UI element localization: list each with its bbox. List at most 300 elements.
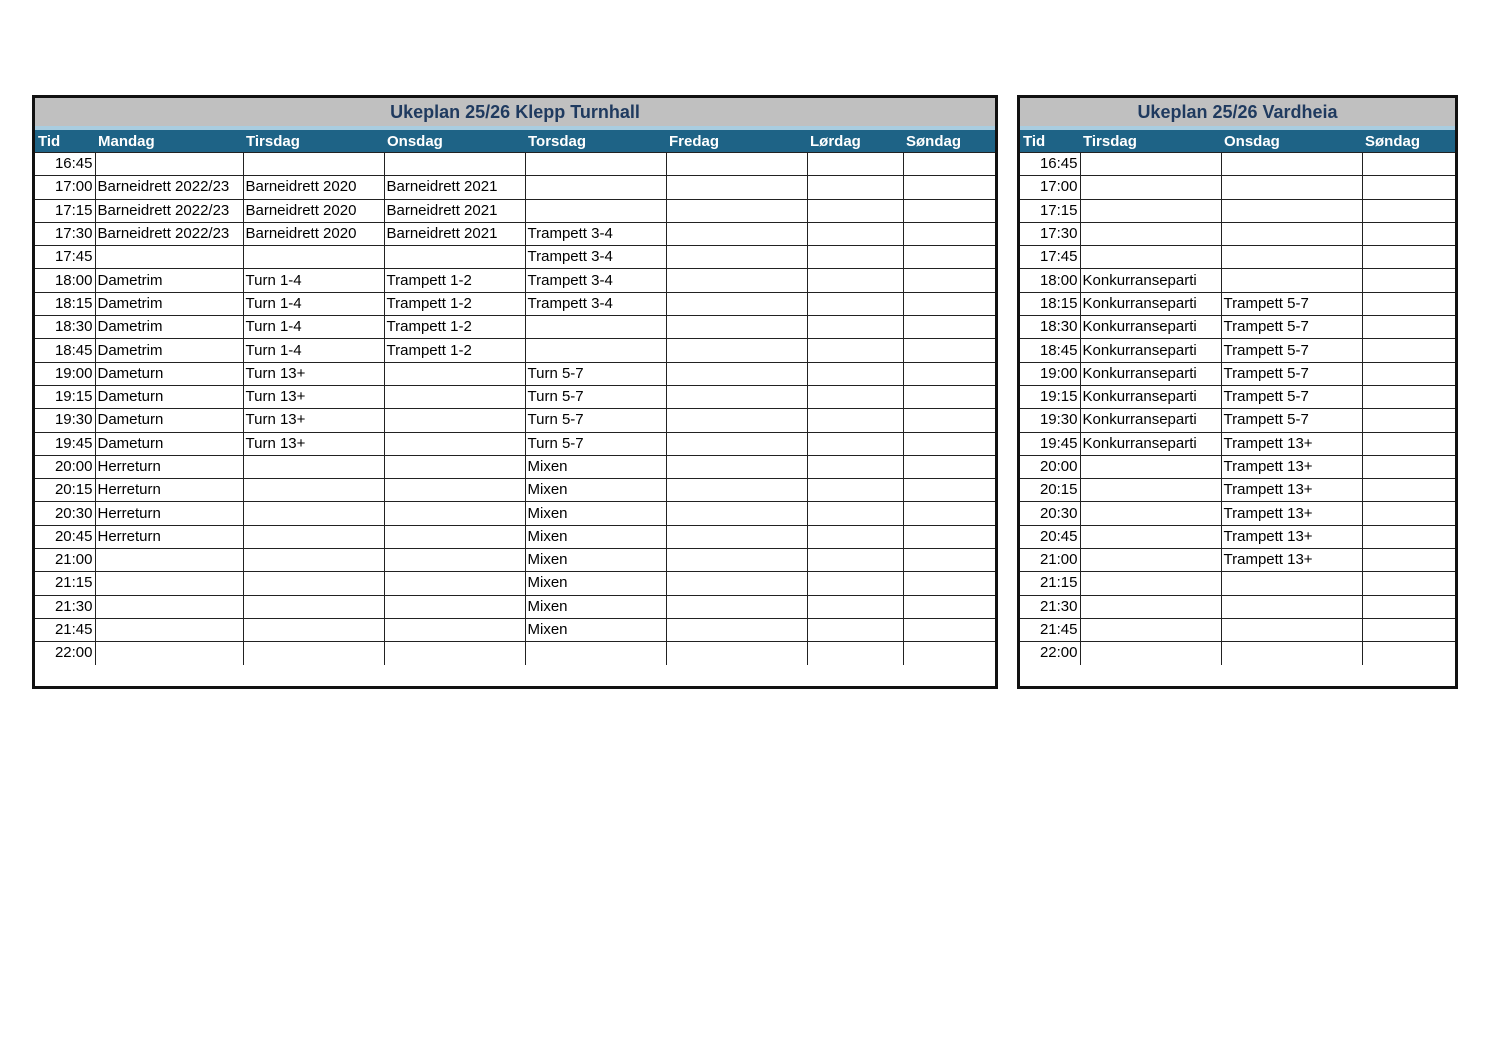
klepp-table-row (35, 549, 995, 572)
vardheia-time-cell: 20:45 (1020, 525, 1080, 548)
vardheia-time-cell: 16:45 (1020, 153, 1080, 176)
klepp-activity-cell (666, 292, 807, 315)
vardheia-activity-cell: Trampett 13+ (1221, 455, 1362, 478)
vardheia-activity-cell: Konkurranseparti (1080, 269, 1221, 292)
klepp-activity-cell: Turn 1-4 (243, 339, 384, 362)
klepp-activity-cell: Turn 13+ (243, 409, 384, 432)
klepp-table-row (35, 269, 995, 292)
klepp-activity-cell (384, 479, 525, 502)
klepp-activity-cell (903, 385, 995, 408)
klepp-activity-cell: Mixen (525, 572, 666, 595)
klepp-activity-cell (95, 642, 243, 665)
klepp-activity-cell (903, 479, 995, 502)
vardheia-col-header: Tid (1020, 130, 1080, 153)
vardheia-activity-cell (1362, 525, 1455, 548)
klepp-activity-cell (525, 642, 666, 665)
klepp-activity-cell: Mixen (525, 502, 666, 525)
vardheia-activity-cell (1362, 455, 1455, 478)
klepp-table-row (35, 525, 995, 548)
vardheia-table-row (1020, 455, 1455, 478)
klepp-table-row (35, 409, 995, 432)
klepp-activity-cell (666, 362, 807, 385)
vardheia-activity-cell: Trampett 5-7 (1221, 316, 1362, 339)
klepp-activity-cell (903, 153, 995, 176)
vardheia-activity-cell (1080, 479, 1221, 502)
klepp-activity-cell (666, 572, 807, 595)
klepp-table (35, 130, 995, 665)
klepp-activity-cell (384, 618, 525, 641)
vardheia-activity-cell (1080, 199, 1221, 222)
vardheia-time-cell: 19:30 (1020, 409, 1080, 432)
vardheia-activity-cell (1362, 502, 1455, 525)
vardheia-activity-cell: Trampett 13+ (1221, 432, 1362, 455)
klepp-col-header: Lørdag (807, 130, 903, 153)
klepp-time-cell: 20:00 (35, 455, 95, 478)
klepp-activity-cell (807, 432, 903, 455)
vardheia-table-row (1020, 199, 1455, 222)
klepp-activity-cell (666, 385, 807, 408)
klepp-activity-cell (807, 549, 903, 572)
klepp-activity-cell: Herreturn (95, 525, 243, 548)
klepp-activity-cell (666, 199, 807, 222)
klepp-activity-cell (807, 502, 903, 525)
klepp-activity-cell (384, 362, 525, 385)
vardheia-body (1020, 153, 1455, 665)
vardheia-activity-cell (1362, 642, 1455, 665)
klepp-activity-cell: Barneidrett 2020 (243, 199, 384, 222)
vardheia-activity-cell (1362, 618, 1455, 641)
klepp-col-header: Onsdag (384, 130, 525, 153)
klepp-activity-cell: Barneidrett 2020 (243, 222, 384, 245)
vardheia-activity-cell (1362, 595, 1455, 618)
klepp-activity-cell: Turn 1-4 (243, 292, 384, 315)
klepp-activity-cell (807, 525, 903, 548)
vardheia-activity-cell (1080, 222, 1221, 245)
klepp-activity-cell: Barneidrett 2022/23 (95, 222, 243, 245)
klepp-activity-cell (807, 246, 903, 269)
klepp-activity-cell: Turn 1-4 (243, 269, 384, 292)
klepp-activity-cell (807, 269, 903, 292)
vardheia-activity-cell: Trampett 5-7 (1221, 339, 1362, 362)
vardheia-time-cell: 18:30 (1020, 316, 1080, 339)
vardheia-time-cell: 21:45 (1020, 618, 1080, 641)
vardheia-activity-cell (1221, 269, 1362, 292)
klepp-activity-cell (384, 549, 525, 572)
vardheia-time-cell: 17:15 (1020, 199, 1080, 222)
klepp-activity-cell: Mixen (525, 595, 666, 618)
klepp-activity-cell (903, 316, 995, 339)
klepp-activity-cell (903, 572, 995, 595)
vardheia-activity-cell: Konkurranseparti (1080, 409, 1221, 432)
klepp-activity-cell (95, 549, 243, 572)
klepp-activity-cell (807, 455, 903, 478)
klepp-col-header: Torsdag (525, 130, 666, 153)
klepp-activity-cell (243, 642, 384, 665)
klepp-activity-cell (243, 549, 384, 572)
klepp-activity-cell (666, 479, 807, 502)
vardheia-activity-cell: Trampett 13+ (1221, 549, 1362, 572)
vardheia-activity-cell: Trampett 5-7 (1221, 409, 1362, 432)
vardheia-activity-cell (1221, 246, 1362, 269)
klepp-activity-cell: Herreturn (95, 479, 243, 502)
klepp-activity-cell: Trampett 1-2 (384, 339, 525, 362)
vardheia-activity-cell (1080, 595, 1221, 618)
klepp-activity-cell (807, 595, 903, 618)
vardheia-time-cell: 21:30 (1020, 595, 1080, 618)
klepp-activity-cell (807, 479, 903, 502)
klepp-table-row (35, 339, 995, 362)
klepp-activity-cell (807, 362, 903, 385)
klepp-activity-cell: Turn 5-7 (525, 385, 666, 408)
vardheia-activity-cell: Konkurranseparti (1080, 432, 1221, 455)
klepp-schedule (32, 95, 998, 689)
klepp-activity-cell: Turn 5-7 (525, 362, 666, 385)
vardheia-activity-cell: Konkurranseparti (1080, 316, 1221, 339)
klepp-activity-cell (666, 222, 807, 245)
vardheia-table-row (1020, 339, 1455, 362)
klepp-time-cell: 20:45 (35, 525, 95, 548)
klepp-activity-cell (666, 642, 807, 665)
klepp-activity-cell (666, 618, 807, 641)
klepp-activity-cell (243, 153, 384, 176)
klepp-activity-cell (525, 199, 666, 222)
klepp-activity-cell (243, 572, 384, 595)
vardheia-table-row (1020, 246, 1455, 269)
vardheia-activity-cell (1080, 502, 1221, 525)
klepp-time-cell: 18:15 (35, 292, 95, 315)
klepp-activity-cell (95, 153, 243, 176)
klepp-activity-cell: Dameturn (95, 362, 243, 385)
vardheia-table-row (1020, 525, 1455, 548)
klepp-table-row (35, 362, 995, 385)
vardheia-time-cell: 19:15 (1020, 385, 1080, 408)
vardheia-activity-cell (1362, 222, 1455, 245)
klepp-time-cell: 19:45 (35, 432, 95, 455)
klepp-activity-cell (903, 525, 995, 548)
klepp-activity-cell (903, 176, 995, 199)
klepp-activity-cell (903, 642, 995, 665)
klepp-activity-cell (903, 618, 995, 641)
klepp-activity-cell: Dameturn (95, 432, 243, 455)
klepp-activity-cell: Mixen (525, 549, 666, 572)
klepp-activity-cell (903, 339, 995, 362)
vardheia-activity-cell (1080, 153, 1221, 176)
klepp-activity-cell (384, 385, 525, 408)
klepp-time-cell: 18:30 (35, 316, 95, 339)
klepp-activity-cell: Herreturn (95, 502, 243, 525)
klepp-body (35, 153, 995, 665)
vardheia-time-cell: 20:30 (1020, 502, 1080, 525)
klepp-activity-cell (807, 409, 903, 432)
klepp-activity-cell (807, 176, 903, 199)
klepp-activity-cell (243, 455, 384, 478)
klepp-activity-cell (666, 595, 807, 618)
vardheia-activity-cell (1221, 572, 1362, 595)
klepp-table-row (35, 455, 995, 478)
vardheia-table-row (1020, 479, 1455, 502)
klepp-activity-cell (243, 525, 384, 548)
vardheia-activity-cell (1080, 618, 1221, 641)
vardheia-activity-cell (1221, 153, 1362, 176)
klepp-table-row (35, 502, 995, 525)
vardheia-activity-cell (1362, 362, 1455, 385)
vardheia-col-header: Onsdag (1221, 130, 1362, 153)
klepp-table-row (35, 618, 995, 641)
klepp-activity-cell (666, 316, 807, 339)
klepp-table-row (35, 572, 995, 595)
vardheia-activity-cell: Trampett 5-7 (1221, 385, 1362, 408)
klepp-activity-cell: Trampett 1-2 (384, 292, 525, 315)
klepp-activity-cell (903, 502, 995, 525)
vardheia-activity-cell (1080, 549, 1221, 572)
klepp-activity-cell (95, 595, 243, 618)
vardheia-activity-cell (1362, 432, 1455, 455)
klepp-activity-cell (666, 269, 807, 292)
klepp-activity-cell: Turn 5-7 (525, 432, 666, 455)
klepp-table-row (35, 199, 995, 222)
klepp-activity-cell (243, 479, 384, 502)
klepp-time-cell: 17:30 (35, 222, 95, 245)
vardheia-table-row (1020, 409, 1455, 432)
klepp-activity-cell (384, 409, 525, 432)
vardheia-table (1020, 130, 1455, 665)
vardheia-activity-cell (1221, 176, 1362, 199)
klepp-activity-cell (384, 153, 525, 176)
klepp-activity-cell (384, 642, 525, 665)
klepp-activity-cell (95, 246, 243, 269)
vardheia-time-cell: 21:00 (1020, 549, 1080, 572)
vardheia-activity-cell (1080, 246, 1221, 269)
klepp-activity-cell: Trampett 3-4 (525, 222, 666, 245)
vardheia-header-row (1020, 130, 1455, 153)
klepp-activity-cell (666, 246, 807, 269)
klepp-activity-cell: Dametrim (95, 339, 243, 362)
klepp-activity-cell (666, 153, 807, 176)
klepp-activity-cell: Barneidrett 2022/23 (95, 199, 243, 222)
klepp-activity-cell: Turn 13+ (243, 362, 384, 385)
klepp-activity-cell (807, 572, 903, 595)
klepp-activity-cell (666, 525, 807, 548)
klepp-time-cell: 17:45 (35, 246, 95, 269)
klepp-activity-cell: Barneidrett 2021 (384, 199, 525, 222)
klepp-activity-cell: Barneidrett 2021 (384, 176, 525, 199)
klepp-activity-cell (666, 176, 807, 199)
klepp-time-cell: 21:45 (35, 618, 95, 641)
klepp-activity-cell (384, 525, 525, 548)
klepp-activity-cell: Dametrim (95, 269, 243, 292)
klepp-activity-cell (525, 176, 666, 199)
vardheia-activity-cell (1080, 176, 1221, 199)
vardheia-activity-cell (1080, 455, 1221, 478)
klepp-activity-cell: Barneidrett 2022/23 (95, 176, 243, 199)
vardheia-activity-cell (1362, 572, 1455, 595)
vardheia-activity-cell: Konkurranseparti (1080, 339, 1221, 362)
vardheia-table-row (1020, 362, 1455, 385)
klepp-activity-cell (807, 199, 903, 222)
klepp-activity-cell: Barneidrett 2020 (243, 176, 384, 199)
klepp-activity-cell: Trampett 3-4 (525, 292, 666, 315)
klepp-activity-cell: Mixen (525, 455, 666, 478)
vardheia-time-cell: 20:00 (1020, 455, 1080, 478)
klepp-activity-cell: Trampett 1-2 (384, 316, 525, 339)
vardheia-activity-cell (1221, 199, 1362, 222)
vardheia-activity-cell (1362, 176, 1455, 199)
vardheia-activity-cell: Konkurranseparti (1080, 362, 1221, 385)
vardheia-table-row (1020, 153, 1455, 176)
vardheia-time-cell: 18:45 (1020, 339, 1080, 362)
klepp-table-row (35, 642, 995, 665)
klepp-time-cell: 18:00 (35, 269, 95, 292)
klepp-activity-cell (807, 153, 903, 176)
vardheia-activity-cell (1221, 595, 1362, 618)
klepp-activity-cell (807, 222, 903, 245)
vardheia-activity-cell (1362, 153, 1455, 176)
vardheia-activity-cell (1362, 246, 1455, 269)
vardheia-col-header: Søndag (1362, 130, 1455, 153)
klepp-table-row (35, 246, 995, 269)
vardheia-activity-cell (1362, 549, 1455, 572)
klepp-activity-cell (903, 432, 995, 455)
klepp-activity-cell (525, 316, 666, 339)
klepp-time-cell: 18:45 (35, 339, 95, 362)
klepp-activity-cell: Dametrim (95, 292, 243, 315)
klepp-time-cell: 16:45 (35, 153, 95, 176)
klepp-header-row (35, 130, 995, 153)
vardheia-activity-cell (1362, 292, 1455, 315)
klepp-title: Ukeplan 25/26 Klepp Turnhall (35, 98, 995, 130)
vardheia-activity-cell (1362, 316, 1455, 339)
vardheia-activity-cell (1221, 642, 1362, 665)
klepp-activity-cell (666, 432, 807, 455)
klepp-activity-cell: Dameturn (95, 385, 243, 408)
klepp-activity-cell (384, 595, 525, 618)
klepp-col-header: Mandag (95, 130, 243, 153)
klepp-activity-cell (807, 618, 903, 641)
klepp-activity-cell (384, 572, 525, 595)
klepp-table-row (35, 432, 995, 455)
klepp-time-cell: 19:00 (35, 362, 95, 385)
klepp-table-row (35, 153, 995, 176)
klepp-col-header: Tid (35, 130, 95, 153)
klepp-time-cell: 19:30 (35, 409, 95, 432)
klepp-table-row (35, 385, 995, 408)
vardheia-activity-cell: Trampett 13+ (1221, 525, 1362, 548)
vardheia-activity-cell: Trampett 5-7 (1221, 292, 1362, 315)
vardheia-activity-cell (1080, 642, 1221, 665)
vardheia-table-row (1020, 549, 1455, 572)
klepp-activity-cell (903, 409, 995, 432)
vardheia-table-row (1020, 432, 1455, 455)
klepp-activity-cell (666, 339, 807, 362)
klepp-activity-cell (807, 292, 903, 315)
klepp-col-header: Søndag (903, 130, 995, 153)
vardheia-table-row (1020, 316, 1455, 339)
klepp-activity-cell (666, 502, 807, 525)
klepp-activity-cell: Trampett 3-4 (525, 269, 666, 292)
klepp-time-cell: 21:15 (35, 572, 95, 595)
klepp-activity-cell: Dameturn (95, 409, 243, 432)
vardheia-activity-cell (1362, 199, 1455, 222)
klepp-activity-cell (666, 409, 807, 432)
klepp-activity-cell: Mixen (525, 618, 666, 641)
klepp-activity-cell (243, 246, 384, 269)
klepp-activity-cell: Mixen (525, 479, 666, 502)
klepp-activity-cell (903, 222, 995, 245)
vardheia-activity-cell (1221, 222, 1362, 245)
klepp-activity-cell (903, 595, 995, 618)
klepp-activity-cell (95, 572, 243, 595)
klepp-activity-cell (807, 316, 903, 339)
klepp-table-row (35, 316, 995, 339)
vardheia-title: Ukeplan 25/26 Vardheia (1020, 98, 1455, 130)
vardheia-activity-cell (1362, 479, 1455, 502)
vardheia-activity-cell (1362, 385, 1455, 408)
klepp-table-row (35, 176, 995, 199)
vardheia-table-row (1020, 385, 1455, 408)
klepp-table-row (35, 222, 995, 245)
vardheia-table-row (1020, 595, 1455, 618)
vardheia-time-cell: 22:00 (1020, 642, 1080, 665)
vardheia-table-row (1020, 269, 1455, 292)
klepp-activity-cell: Herreturn (95, 455, 243, 478)
vardheia-activity-cell: Konkurranseparti (1080, 292, 1221, 315)
klepp-activity-cell: Mixen (525, 525, 666, 548)
klepp-activity-cell: Turn 5-7 (525, 409, 666, 432)
klepp-activity-cell (384, 246, 525, 269)
klepp-time-cell: 21:00 (35, 549, 95, 572)
klepp-activity-cell (903, 362, 995, 385)
vardheia-table-row (1020, 572, 1455, 595)
klepp-time-cell: 17:15 (35, 199, 95, 222)
klepp-activity-cell: Turn 1-4 (243, 316, 384, 339)
klepp-activity-cell (525, 339, 666, 362)
klepp-table-row (35, 479, 995, 502)
vardheia-time-cell: 19:00 (1020, 362, 1080, 385)
klepp-activity-cell (666, 455, 807, 478)
vardheia-time-cell: 17:45 (1020, 246, 1080, 269)
klepp-activity-cell (384, 432, 525, 455)
vardheia-activity-cell (1362, 339, 1455, 362)
klepp-activity-cell (666, 549, 807, 572)
vardheia-time-cell: 18:00 (1020, 269, 1080, 292)
vardheia-time-cell: 18:15 (1020, 292, 1080, 315)
klepp-table-row (35, 595, 995, 618)
klepp-activity-cell: Turn 13+ (243, 432, 384, 455)
vardheia-table-row (1020, 222, 1455, 245)
vardheia-activity-cell: Trampett 13+ (1221, 502, 1362, 525)
klepp-activity-cell (903, 269, 995, 292)
vardheia-table-row (1020, 502, 1455, 525)
klepp-col-header: Tirsdag (243, 130, 384, 153)
klepp-activity-cell (903, 549, 995, 572)
klepp-activity-cell (384, 502, 525, 525)
klepp-activity-cell (903, 199, 995, 222)
vardheia-activity-cell (1362, 409, 1455, 432)
klepp-activity-cell: Barneidrett 2021 (384, 222, 525, 245)
klepp-time-cell: 17:00 (35, 176, 95, 199)
vardheia-activity-cell (1221, 618, 1362, 641)
vardheia-activity-cell: Trampett 5-7 (1221, 362, 1362, 385)
klepp-activity-cell: Turn 13+ (243, 385, 384, 408)
vardheia-schedule (1017, 95, 1458, 689)
klepp-time-cell: 20:30 (35, 502, 95, 525)
vardheia-time-cell: 19:45 (1020, 432, 1080, 455)
klepp-activity-cell (243, 618, 384, 641)
klepp-time-cell: 20:15 (35, 479, 95, 502)
klepp-activity-cell: Dametrim (95, 316, 243, 339)
klepp-activity-cell (807, 642, 903, 665)
klepp-time-cell: 19:15 (35, 385, 95, 408)
